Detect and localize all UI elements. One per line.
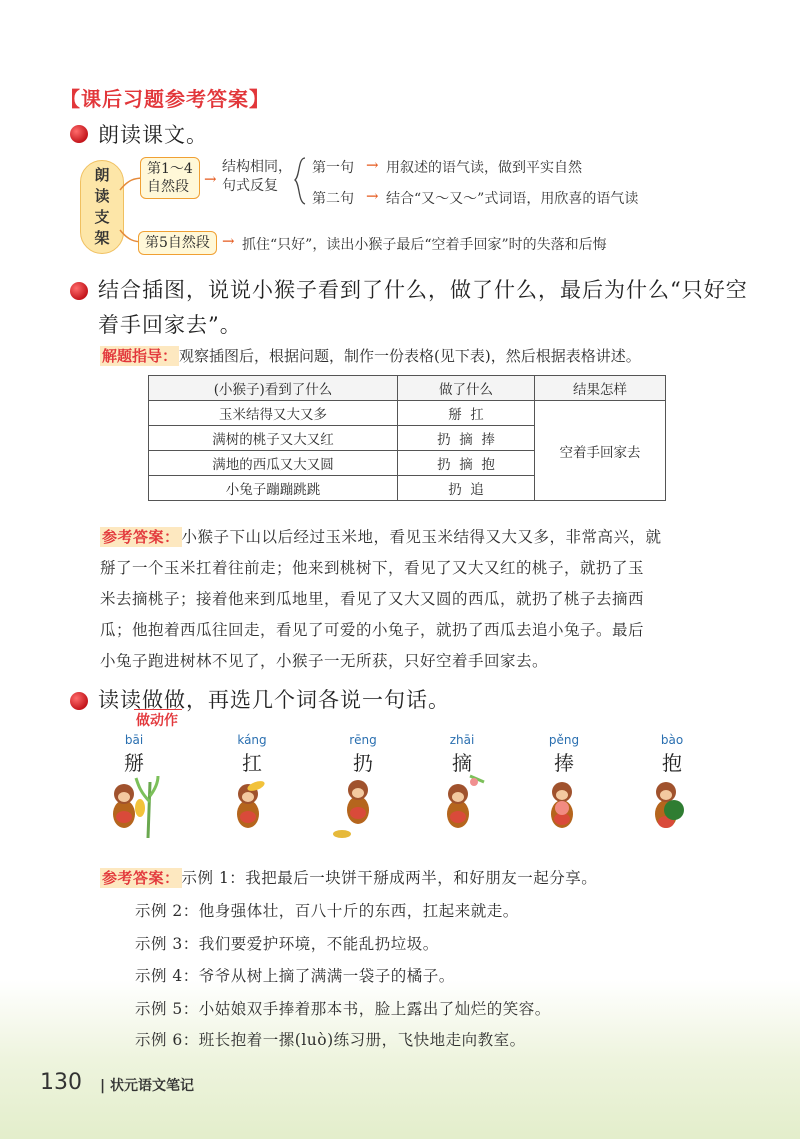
question-2-line-2: 着手回家去”。 [98, 313, 242, 337]
bullet-icon [70, 282, 88, 300]
question-2-line-1: 结合插图，说说小猴子看到了什么，做了什么，最后为什么“只好空 [98, 278, 748, 302]
box-line: 自然段 [147, 179, 189, 195]
table-header: (小猴子)看到了什么 [149, 376, 398, 401]
verb-pinyin: pěng [548, 733, 580, 747]
feature-line: 结构相同， [222, 159, 292, 175]
bullet-icon [70, 692, 88, 710]
feature-line: 句式反复 [222, 178, 278, 194]
verb-item [532, 733, 596, 776]
table-cell: 小兔子蹦蹦跳跳 [149, 476, 398, 501]
table-cell: 扔 追 [398, 476, 535, 501]
verb-char: 扔 [353, 751, 373, 775]
monkey-corn-illustration [100, 772, 160, 840]
verb-item [331, 733, 395, 776]
root-char: 支 [94, 208, 110, 226]
sentence-2-label: 第二句 [312, 191, 354, 207]
example-row: 示例 4：爷爷从树上摘了满满一袋子的橘子。 [135, 967, 455, 985]
guide-label: 解题指导： [102, 347, 178, 365]
verb-pinyin: bào [660, 733, 684, 747]
verb-item [640, 733, 704, 776]
guide-text: 观察插图后，根据问题，制作一份表格(见下表)，然后根据表格讲述。 [179, 347, 641, 365]
page-number: 130 [40, 1070, 82, 1095]
brace-icon [292, 156, 308, 206]
sentence-2-method: 结合“又～又～”式词语，用欣喜的语气读 [386, 191, 639, 207]
bullet-icon [70, 125, 88, 143]
verb-char: 掰 [124, 751, 144, 775]
arrow-icon: → [222, 232, 235, 250]
answer-line: 小猴子下山以后经过玉米地，看见玉米结得又大又多，非常高兴，就 [181, 528, 662, 546]
table-cell: 满地的西瓜又大又圆 [149, 451, 398, 476]
arrow-icon: → [366, 187, 379, 205]
verb-pinyin: káng [237, 733, 267, 747]
answer-label: 参考答案： [102, 528, 180, 546]
root-char: 读 [94, 187, 110, 205]
verb-item [102, 733, 166, 776]
verb-pinyin: rēng [349, 733, 377, 747]
verb-item [220, 733, 284, 776]
verb-char: 摘 [452, 751, 472, 775]
example-row [100, 866, 597, 888]
table-header: 做了什么 [398, 376, 535, 401]
verb-pinyin: bāi [124, 733, 144, 747]
book-title: | 状元语文笔记 [100, 1078, 194, 1094]
sentence-1-label: 第一句 [312, 160, 354, 176]
example-row: 示例 6：班长抱着一摞(luò)练习册，飞快地走向教室。 [135, 1031, 526, 1049]
example-row: 示例 2：他身强体壮，百八十斤的东西，扛起来就走。 [135, 902, 519, 920]
answer-label: 参考答案： [102, 869, 180, 887]
root-char: 朗 [94, 166, 110, 184]
table-header-row [149, 376, 666, 401]
sentence-1-method: 用叙述的语气读，做到平实自然 [386, 160, 582, 176]
answer-line: 瓜；他抱着西瓜往回走，看见了可爱的小兔子，就扔了西瓜去追小兔子。最后 [100, 621, 645, 639]
table-cell: 玉米结得又大又多 [149, 401, 398, 426]
diagram-box-part1 [140, 157, 200, 199]
question-3: 读读做做，再选几个词各说一句话。 [98, 688, 450, 712]
part1-feature [222, 158, 292, 196]
part2-method: 抓住“只好”，读出小猴子最后“空着手回家”时的失落和后悔 [242, 237, 607, 253]
verb-char: 捧 [554, 751, 574, 775]
monkey-watermelon-illustration [638, 772, 698, 840]
example-text: 示例 1：我把最后一块饼干掰成两半，和好朋友一起分享。 [181, 869, 598, 887]
verb-char: 抱 [662, 751, 682, 775]
box-line: 第1～4 [147, 161, 193, 177]
verb-char: 扛 [242, 751, 262, 775]
table-row [149, 401, 666, 426]
question-1: 朗读课文。 [98, 123, 208, 147]
table-cell: 扔 摘 捧 [398, 426, 535, 451]
table-cell: 满树的桃子又大又红 [149, 426, 398, 451]
example-row: 示例 3：我们要爱护环境，不能乱扔垃圾。 [135, 935, 439, 953]
diagram-box-part2: 第5自然段 [138, 231, 217, 255]
monkey-throw-illustration [328, 772, 388, 840]
arrow-icon: → [366, 156, 379, 174]
answer-line: 小兔子跑进树林不见了，小猴子一无所获，只好空着手回家去。 [100, 652, 549, 670]
note-act-out: 做动作 [136, 713, 178, 729]
table-header: 结果怎样 [535, 376, 666, 401]
answer-paragraph [100, 522, 720, 677]
verb-pinyin: zhāi [449, 733, 475, 747]
answer-line: 米去摘桃子；接着他来到瓜地里，看见了又大又圆的西瓜，就扔了桃子去摘西 [100, 590, 645, 608]
table-cell: 扔 摘 抱 [398, 451, 535, 476]
verb-item [430, 733, 494, 776]
monkey-peach-illustration [532, 772, 592, 840]
table-cell: 掰 扛 [398, 401, 535, 426]
monkey-carry-illustration [218, 772, 278, 840]
table-result-cell: 空着手回家去 [535, 401, 666, 501]
answer-line: 掰了一个玉米扛着往前走；他来到桃树下，看见了又大又红的桃子，就扔了玉 [100, 559, 645, 577]
root-char: 架 [94, 229, 110, 247]
example-row: 示例 5：小姑娘双手捧着那本书，脸上露出了灿烂的笑容。 [135, 1000, 551, 1018]
monkey-pick-illustration [430, 772, 490, 840]
answer-table [148, 375, 666, 501]
section-title: 【课后习题参考答案】 [60, 87, 270, 111]
arrow-icon: → [204, 170, 217, 188]
guide [100, 345, 641, 366]
